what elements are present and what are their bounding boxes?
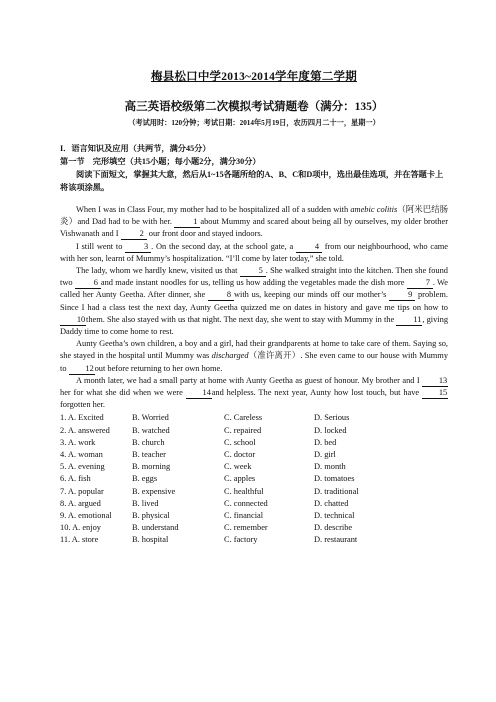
school-title: 梅县松口中学2013~2014学年度第二学期 [151, 71, 357, 83]
option-cell: D. restaurant [314, 535, 358, 545]
option-row [60, 462, 394, 474]
paragraph-5: A month later, we had a small party at home with Aunty Geetha as guest of honour. My brother and I 13her for what she did when we were 14and helpless. The next year, Aunty how lost touch, but have 15forgotten her. [60, 375, 448, 410]
instructions: 阅读下面短文，掌握其大意，然后从1~15各题所给的A、B、C和D项中，选出最佳选项，并在答题卡上将该项涂黑。 [60, 170, 444, 192]
option-row [60, 450, 394, 462]
option-cell: 4. A. woman [60, 450, 103, 460]
option-row [60, 511, 394, 523]
option-cell: 11. A. store [60, 535, 99, 545]
option-row [60, 474, 394, 486]
option-cell: C. financial [224, 510, 264, 520]
paragraph-2: I still went to 3 . On the second day, at the school gate, a 4 from our neighbourhood, who came with her son, learnt of Mummy’s hospitalization. “I’ll come by later today,” she told. [60, 241, 449, 263]
blank-15: 15 [422, 388, 448, 399]
option-cell: 7. A. popular [60, 486, 104, 496]
option-cell: C. school [224, 437, 256, 447]
option-row [60, 426, 394, 438]
blank-8: 8 [208, 290, 234, 301]
options-table [60, 413, 394, 547]
option-cell: 8. A. argued [60, 498, 101, 508]
option-cell: D. girl [314, 450, 336, 460]
option-cell: B. watched [132, 425, 170, 435]
option-cell: 9. A. emotional [60, 510, 112, 520]
blank-12: 12 [69, 364, 95, 375]
option-cell: D. describe [314, 523, 353, 533]
paragraph-3: The lady, whom we hardly knew, visited us that 5 . She walked straight into the kitchen. Then she found two 6 and made instant noodles for us, telling us how adding the vegetables made the dish more 7 . We called her Aunty Geetha. After dinner, she 8 with us, keeping our minds off our mother’s 9 problem. Since I had a class test the next day, Aunty Geetha quizzed me on dates in history and gave me tips on how to 10them. She also stayed with us that night. The next day, she went to stay with Mummy in the 11, giving Daddy time to come home to rest. [60, 266, 449, 337]
option-cell: 2. A. answered [60, 425, 110, 435]
option-cell: C. factory [224, 535, 258, 545]
option-cell: 5. A. evening [60, 462, 105, 472]
option-cell: B. expensive [132, 486, 176, 496]
option-cell: B. Worried [132, 413, 169, 423]
paragraph-1: When I was in Class Four, my mother had to be hospitalized all of a sudden with amebic colitis（阿米巴结肠炎）and Dad had to be with her. 1 about Mummy and scared about being all by ourselves, my older brother Vishwanath and I 2 our front door and stayed indoors. [60, 205, 449, 239]
option-cell: B. lived [132, 498, 159, 508]
blank-5: 5 [240, 266, 266, 277]
exam-title: 高三英语校级第二次模拟考试猜题卷（满分：135） [124, 101, 384, 113]
option-cell: 10. A. enjoy [60, 523, 101, 533]
option-row [60, 535, 394, 547]
blank-14: 14 [186, 388, 212, 399]
option-row [60, 413, 394, 425]
exam-meta: （考试用时：120分钟；考试日期：2014年5月19日，农历四月二十一，星期一） [128, 119, 380, 127]
option-cell: C. healthful [224, 486, 264, 496]
option-cell: 3. A. work [60, 437, 96, 447]
option-cell: D. chatted [314, 498, 349, 508]
option-cell: B. eggs [132, 474, 158, 484]
blank-2: 2 [121, 229, 147, 240]
option-cell: B. church [132, 437, 165, 447]
option-cell: D. month [314, 462, 346, 472]
option-cell: C. connected [224, 498, 268, 508]
option-cell: C. week [224, 462, 252, 472]
blank-13: 13 [422, 376, 448, 387]
option-cell: C. repaired [224, 425, 262, 435]
option-cell: 6. A. fish [60, 474, 91, 484]
option-cell: D. Serious [314, 413, 350, 423]
option-cell: 1. A. Excited [60, 413, 104, 423]
option-cell: C. Careless [224, 413, 263, 423]
option-cell: D. tomatoes [314, 474, 355, 484]
option-cell: C. apples [224, 474, 256, 484]
blank-4: 4 [296, 242, 322, 253]
blank-9: 9 [389, 290, 415, 301]
option-cell: B. physical [132, 510, 170, 520]
option-cell: D. traditional [314, 486, 359, 496]
option-cell: B. understand [132, 523, 179, 533]
subpart-heading: 第一节 完形填空（共15小题；每小题2分，满分30分） [60, 157, 261, 166]
blank-7: 7 [407, 278, 433, 289]
option-row [60, 438, 394, 450]
blank-3: 3 [125, 242, 151, 253]
option-cell: C. remember [224, 523, 268, 533]
option-cell: D. bed [314, 437, 337, 447]
blank-11: 11 [396, 315, 422, 326]
blank-1: 1 [174, 217, 200, 228]
option-cell: B. morning [132, 462, 171, 472]
blank-6: 6 [75, 278, 101, 289]
paragraph-4: Aunty Geetha’s own children, a boy and a girl, had their grandparents at home to take care of them. Saying so, she stayed in the hospital until Mummy was discharged（准许离开）. She even came to our house with Mummy to 12out before returning to her own home. [60, 339, 449, 373]
option-cell: B. teacher [132, 450, 166, 460]
option-cell: B. hospital [132, 535, 169, 545]
option-cell: D. technical [314, 510, 355, 520]
blank-10: 10 [60, 315, 86, 326]
option-row [60, 523, 394, 535]
option-cell: D. locked [314, 425, 347, 435]
term-amebic-colitis: amebic colitis [350, 205, 398, 214]
term-discharged: discharged [211, 351, 249, 361]
option-cell: C. doctor [224, 450, 256, 460]
part-heading: I．语言知识及应用（共两节，满分45分） [60, 144, 211, 153]
option-row [60, 499, 394, 511]
option-row [60, 487, 394, 499]
